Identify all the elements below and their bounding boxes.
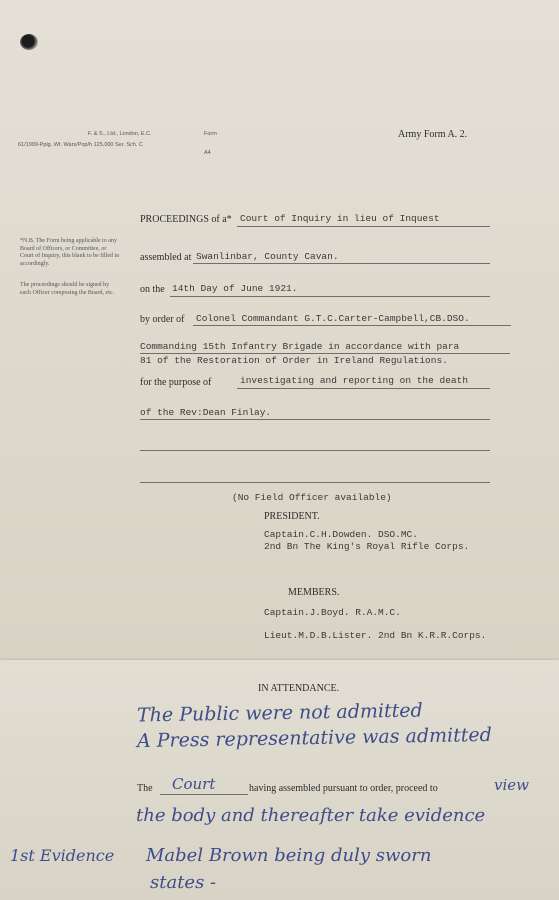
purpose-label: for the purpose of xyxy=(140,377,212,388)
printer-line-2: 61/1999-Pplg. Wt. Wars/Pop/h 125,000 Ser. Sch. C xyxy=(18,142,143,148)
sidebar-note-2: The proceedings should be signed by each Officer composing the Board, etc. xyxy=(20,282,115,296)
form-sub: A4 xyxy=(204,150,211,156)
president-note: (No Field Officer available) xyxy=(232,492,392,503)
assembly-hand-court: Court xyxy=(172,775,216,793)
members-heading: MEMBERS. xyxy=(288,587,340,598)
attendance-heading: IN ATTENDANCE. xyxy=(258,683,340,694)
army-form-number: Army Form A. 2. xyxy=(398,129,468,140)
date-value: 14th Day of June 1921. xyxy=(172,283,298,294)
assembly-hand-view: view xyxy=(494,776,529,794)
president-unit: 2nd Bn The King's Royal Rifle Corps. xyxy=(264,541,470,552)
evidence-hand-line-2: states - xyxy=(150,872,217,893)
assembly-prefix: The xyxy=(137,783,153,794)
purpose-line-2: of the Rev:Dean Finlay. xyxy=(140,407,272,418)
order-value: Colonel Commandant G.T.C.Carter-Campbell,CB.DSO. xyxy=(196,313,470,324)
printer-line-1: F. & S., Ltd., London, E.C. xyxy=(88,131,152,137)
evidence-margin-label: 1st Evidence xyxy=(10,846,115,865)
order-line-2: Commanding 15th Infantry Brigade in accordance with para xyxy=(140,341,460,352)
assembled-value: Swanlinbar, County Cavan. xyxy=(196,251,339,262)
date-label: on the xyxy=(140,284,165,295)
member-1: Captain.J.Boyd. R.A.M.C. xyxy=(264,607,401,618)
attendance-hand-line-2: A Press representative was admitted xyxy=(136,723,492,753)
proceedings-value: Court of Inquiry in lieu of Inquest xyxy=(240,213,440,224)
punch-hole xyxy=(20,34,38,50)
proceedings-label: PROCEEDINGS of a* xyxy=(140,214,232,225)
order-label: by order of xyxy=(140,314,185,325)
president-name: Captain.C.H.Dowden. DSO.MC. xyxy=(264,529,418,540)
attendance-hand-line-1: The Public were not admitted xyxy=(136,699,423,727)
order-line-3: 81 of the Restoration of Order in Ireland Regulations. xyxy=(140,355,448,366)
purpose-value: investigating and reporting on the death xyxy=(240,375,469,386)
form-code: Form xyxy=(204,131,217,137)
member-2: Lieut.M.D.B.Lister. 2nd Bn K.R.R.Corps. xyxy=(264,630,487,641)
assembly-hand-line-2: the body and thereafter take evidence xyxy=(136,805,486,826)
sidebar-note-1: *N.B. The Form being applicable to any Board of Officers, or Committee, or Court of Inquiry, this blank to be filled in accordingly. xyxy=(20,238,120,267)
evidence-hand-line-1: Mabel Brown being duly sworn xyxy=(146,845,432,866)
assembled-label: assembled at xyxy=(140,252,192,263)
assembly-printed: having assembled pursuant to order, proceed to xyxy=(249,783,438,794)
president-heading: PRESIDENT. xyxy=(264,511,320,522)
